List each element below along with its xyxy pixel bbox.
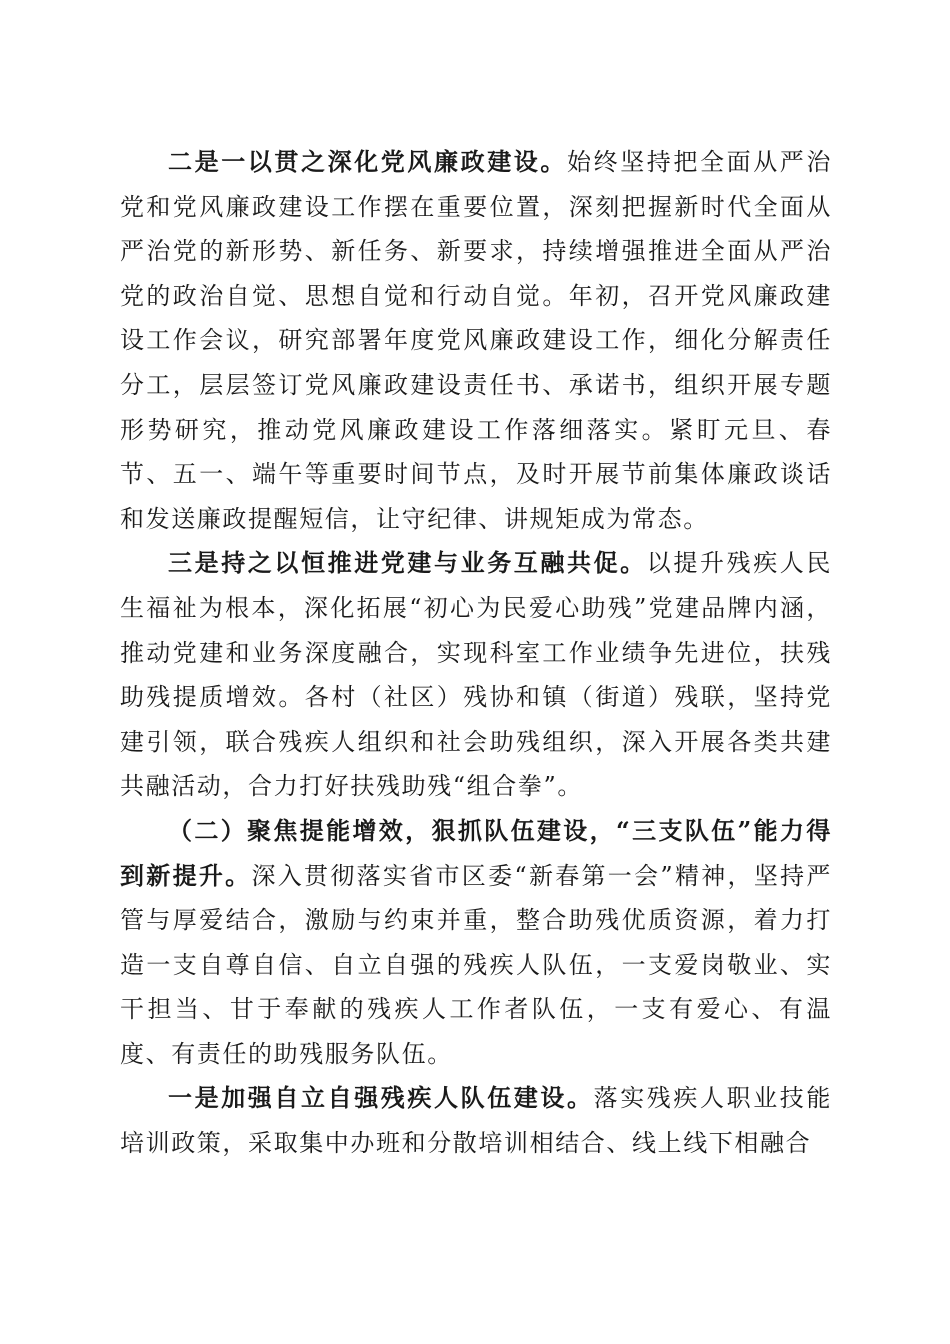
paragraph-text: 始终坚持把全面从严治党和党风廉政建设工作摆在重要位置，深刻把握新时代全面从严治党的新形势、新任务、新要求，持续增强推进全面从严治党的政治自觉、思想自觉和行动自觉。年初，召开党风廉政建设工作会议，研究部署年度党风廉政建设工作，细化分解责任分工，层层签订党风廉政建设责任书、承诺书，组织开展专题形势研究，推动党风廉政建设工作落细落实。紧盯元旦、春节、五一、端午等重要时间节点，及时开展节前集体廉政谈话和发送廉政提醒短信，让守纪律、讲规矩成为常态。 (120, 148, 832, 533)
paragraph-heading: 一是加强自立自强残疾人队伍建设。 (168, 1083, 594, 1113)
paragraph-disabled-team (120, 1076, 832, 1165)
paragraph-section-two (120, 809, 832, 1077)
paragraph-text: 以提升残疾人民生福祉为根本，深化拓展“初心为民爱心助残”党建品牌内涵，推动党建和业务深度融合，实现科室工作业绩争先进位，扶残助残提质增效。各村（社区）残协和镇（街道）残联，坚持党建引领，联合残疾人组织和社会助残组织，深入开展各类共建共融活动，合力打好扶残助残“组合拳”。 (120, 549, 832, 801)
paragraph-heading: 三是持之以恒推进党建与业务互融共促。 (168, 548, 647, 578)
paragraph-text: 落实残疾人职业技能培训政策，采取集中办班和分散培训相结合、线上线下相融合 (120, 1084, 832, 1158)
paragraph-text: 深入贯彻落实省市区委“新春第一会”精神，坚持严管与厚爱结合，激励与约束并重，整合助残优质资源，着力打造一支自尊自信、自立自强的残疾人队伍，一支爱岗敬业、实干担当、甘于奉献的残疾人工作者队伍，一支有爱心、有温度、有责任的助残服务队伍。 (120, 861, 833, 1068)
paragraph-party-business-integration (120, 541, 832, 809)
paragraph-party-integrity (120, 140, 832, 541)
document-body (120, 140, 832, 1166)
paragraph-heading: 二是一以贯之深化党风廉政建设。 (168, 147, 567, 176)
section-heading: （二）聚焦提能增效，狠抓队伍建设，“三支队伍”能力得到新提升。 (120, 815, 832, 890)
